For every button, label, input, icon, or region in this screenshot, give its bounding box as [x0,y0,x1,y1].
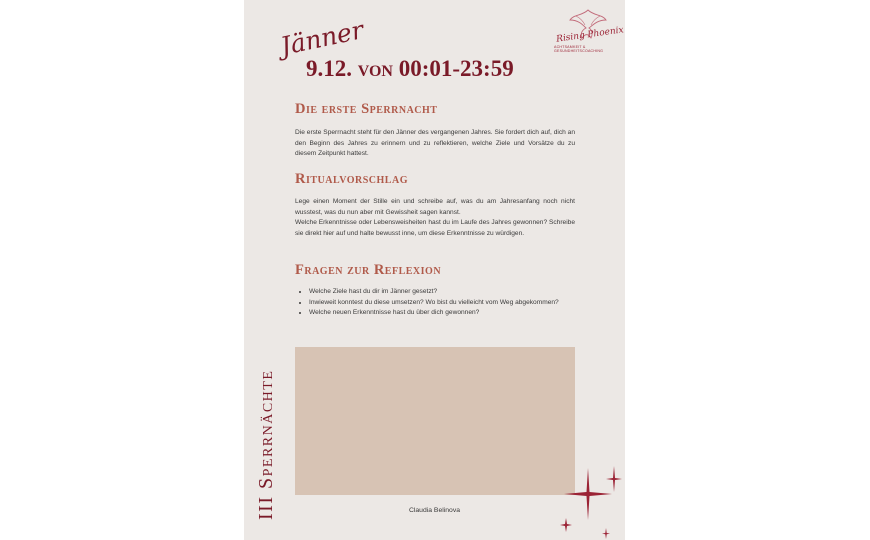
document-page [244,0,625,540]
paragraph-line: Die erste Sperrnacht steht für den Jänner des vergangenen Jahres. Sie fordert [295,129,525,136]
logo-subtitle: ACHTSAMKEIT & GESUNDHEITSCOACHING [554,45,604,53]
paragraph-line: dich auf, dich an den Beginn des Jahres zu erinnern und zu reflektieren, [295,129,575,147]
paragraph-line: welche Ziele und Vorsätze du zu diesem Zeitpunkt hattest. [295,139,575,157]
list-item: • Welche neuen Erkenntnisse hast du über dich gewonnen? [309,308,599,319]
date-title: 9.12. von 00:01-23:59 [306,56,514,81]
side-title: III Sperrnächte [255,369,277,520]
logo-script-text: Rising Phoenix [555,25,625,45]
paragraph-line: Lege einen Moment der Stille ein und schreibe auf, was du am Jahresanfang [295,198,540,205]
paragraph-line: Welche Erkenntnisse oder Lebensweisheiten hast du im Laufe des Jahres [295,219,512,226]
paragraph-line: noch nicht wusstest, was du nun aber mit Gewissheit sagen kannst. [295,198,575,216]
list-item: • Inwieweit konntest du diese umsetzen? Wo bist du vielleicht vom Weg abgekommen? [309,298,599,309]
author-name: Claudia Belinova [408,507,460,514]
paragraph-line: Erkenntnisse zu würdigen. [446,229,525,237]
section-paragraph-ritualvorschlag [295,197,575,239]
section-heading-erste-sperrnacht: Die erste Sperrnacht [295,101,438,117]
photo-placeholder [295,347,575,495]
paragraph-line: gewonnen? Schreibe sie direkt hier auf und halte bewusst inne, um diese [295,219,575,237]
section-heading-ritualvorschlag: Ritualvorschlag [295,171,408,187]
list-item: • Welche Ziele hast du dir im Jänner gesetzt? [309,287,599,298]
sparkle-stars-icon [544,458,625,540]
month-script: Jänner [277,15,367,62]
section-paragraph-erste-sperrnacht [295,128,575,160]
section-heading-fragen: Fragen zur Reflexion [295,262,442,278]
reflection-question-list [295,287,599,319]
